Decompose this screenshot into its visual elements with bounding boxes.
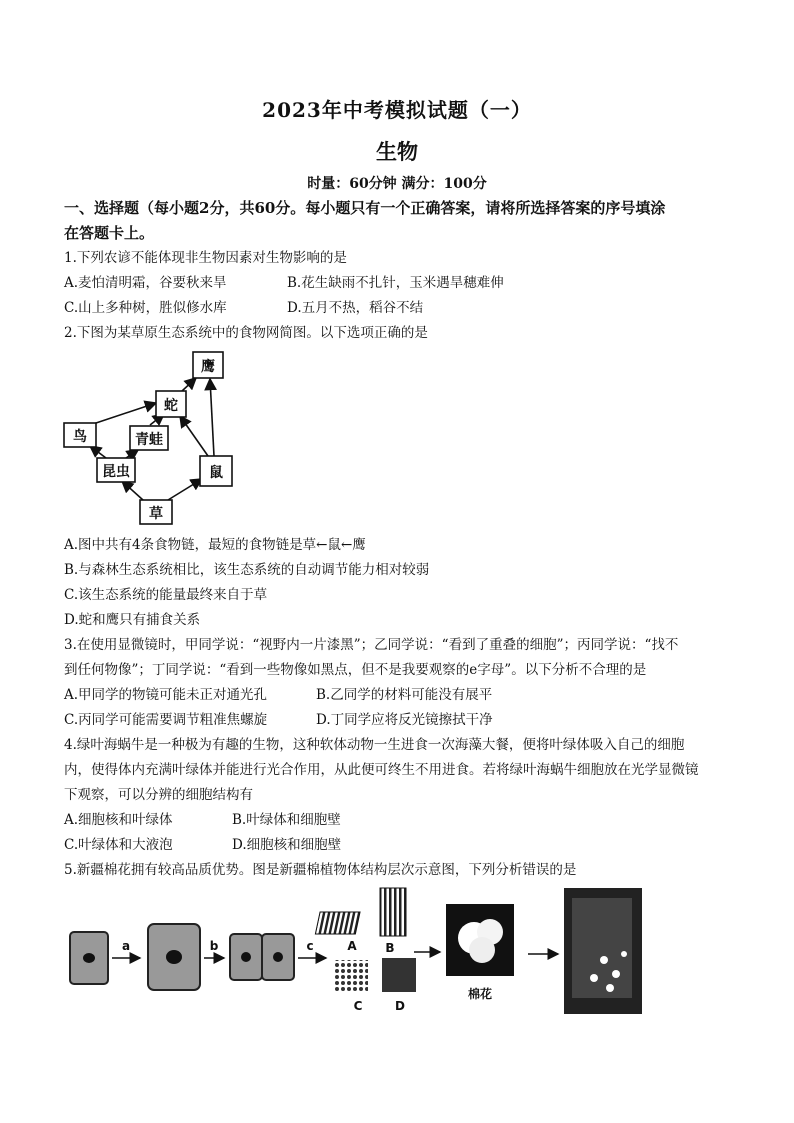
section-heading-line1: 一、选择题（每小题2分，共60分。每小题只有一个正确答案，请将所选择答案的序号填涂	[64, 199, 666, 217]
grown-cell-icon	[148, 924, 200, 990]
tissue-D-icon	[382, 958, 416, 992]
divided-cells-icon	[230, 934, 294, 980]
step-label-a: a	[121, 939, 131, 953]
tissue-label-A: A	[347, 939, 357, 953]
node-frog: 青蛙	[135, 432, 163, 448]
q4-option-a: A.细胞核和叶绿体	[64, 812, 173, 828]
exam-subject: 生物	[376, 139, 418, 164]
q2-stem: 2.下图为某草原生态系统中的食物网简图。以下选项正确的是	[64, 325, 428, 341]
tissue-label-C: C	[353, 999, 363, 1013]
q3-stem-line2: 到任何物像”；丁同学说：“看到一些物像如黑点，但不是我要观察的e字母”。以下分析不合理的是	[64, 662, 647, 678]
q3-option-a: A.甲同学的物镜可能未正对通光孔	[64, 687, 268, 703]
node-snake: 蛇	[164, 398, 178, 414]
cotton-label: 棉花	[467, 987, 493, 1001]
node-mouse: 鼠	[209, 465, 223, 481]
tissue-A-icon	[315, 912, 360, 934]
q1-option-d: D.五月不热，稻谷不结	[287, 300, 424, 316]
tissue-label-D: D	[395, 999, 405, 1013]
q2-option-a: A.图中共有4条食物链，最短的食物链是草←鼠←鹰	[64, 537, 366, 553]
q1-option-a: A.麦怕清明霜，谷要秋来旱	[64, 275, 227, 291]
step-label-b: b	[209, 939, 219, 953]
node-eagle: 鹰	[201, 359, 215, 375]
q2-option-b: B.与森林生态系统相比，该生态系统的自动调节能力相对较弱	[64, 562, 430, 578]
node-grass: 草	[149, 506, 163, 522]
node-insect: 昆虫	[102, 464, 130, 480]
cotton-plant-icon	[564, 888, 642, 1014]
section-heading	[64, 196, 740, 246]
q1-option-b: B.花生缺雨不扎针，玉米遇旱穗难伸	[287, 275, 504, 291]
tissue-B-icon	[380, 888, 406, 936]
q4-stem-line2: 内，使得体内充满叶绿体并能进行光合作用，从此便可终生不用进食。若将绿叶海蜗牛细胞放在光学显微镜	[64, 762, 699, 778]
q3-option-d: D.丁同学应将反光镜擦拭干净	[316, 712, 493, 728]
q4-stem-line3: 下观察，可以分辨的细胞结构有	[64, 787, 253, 803]
exam-time-info: 时量：60分钟 满分：100分	[307, 176, 487, 192]
q3-stem-line1: 3.在使用显微镜时，甲同学说：“视野内一片漆黑”；乙同学说：“看到了重叠的细胞”；丙同学说：“找不	[64, 637, 679, 653]
tissue-C-icon	[334, 960, 368, 992]
q1-option-c: C.山上多种树，胜似修水库	[64, 300, 227, 316]
cotton-boll-icon	[446, 904, 514, 976]
exam-title: 2023年中考模拟试题（一）	[262, 98, 532, 122]
node-bird: 鸟	[73, 429, 87, 445]
q4-stem-line1: 4.绿叶海蜗牛是一种极为有趣的生物，这种软体动物一生进食一次海藻大餐，便将叶绿体吸入自己的细胞	[64, 737, 685, 753]
q3-option-b: B.乙同学的材料可能没有展平	[316, 687, 493, 703]
q4-option-d: D.细胞核和细胞壁	[232, 837, 342, 853]
cotton-structure-diagram	[64, 884, 668, 1020]
food-web-diagram	[60, 346, 260, 531]
q4-option-c: C.叶绿体和大液泡	[64, 837, 173, 853]
step-label-c: c	[306, 939, 314, 953]
q2-option-c: C.该生态系统的能量最终来自于草	[64, 587, 268, 603]
q4-option-b: B.叶绿体和细胞壁	[232, 812, 341, 828]
section-heading-line2: 在答题卡上。	[64, 224, 155, 242]
q2-option-d: D.蛇和鹰只有捕食关系	[64, 612, 201, 628]
q1-stem: 1.下列农谚不能体现非生物因素对生物影响的是	[64, 250, 347, 266]
single-cell-icon	[70, 932, 108, 984]
q3-option-c: C.丙同学可能需要调节粗准焦螺旋	[64, 712, 268, 728]
tissue-label-B: B	[385, 941, 395, 955]
q5-stem: 5.新疆棉花拥有较高品质优势。图是新疆棉植物体结构层次示意图，下列分析错误的是	[64, 862, 577, 878]
